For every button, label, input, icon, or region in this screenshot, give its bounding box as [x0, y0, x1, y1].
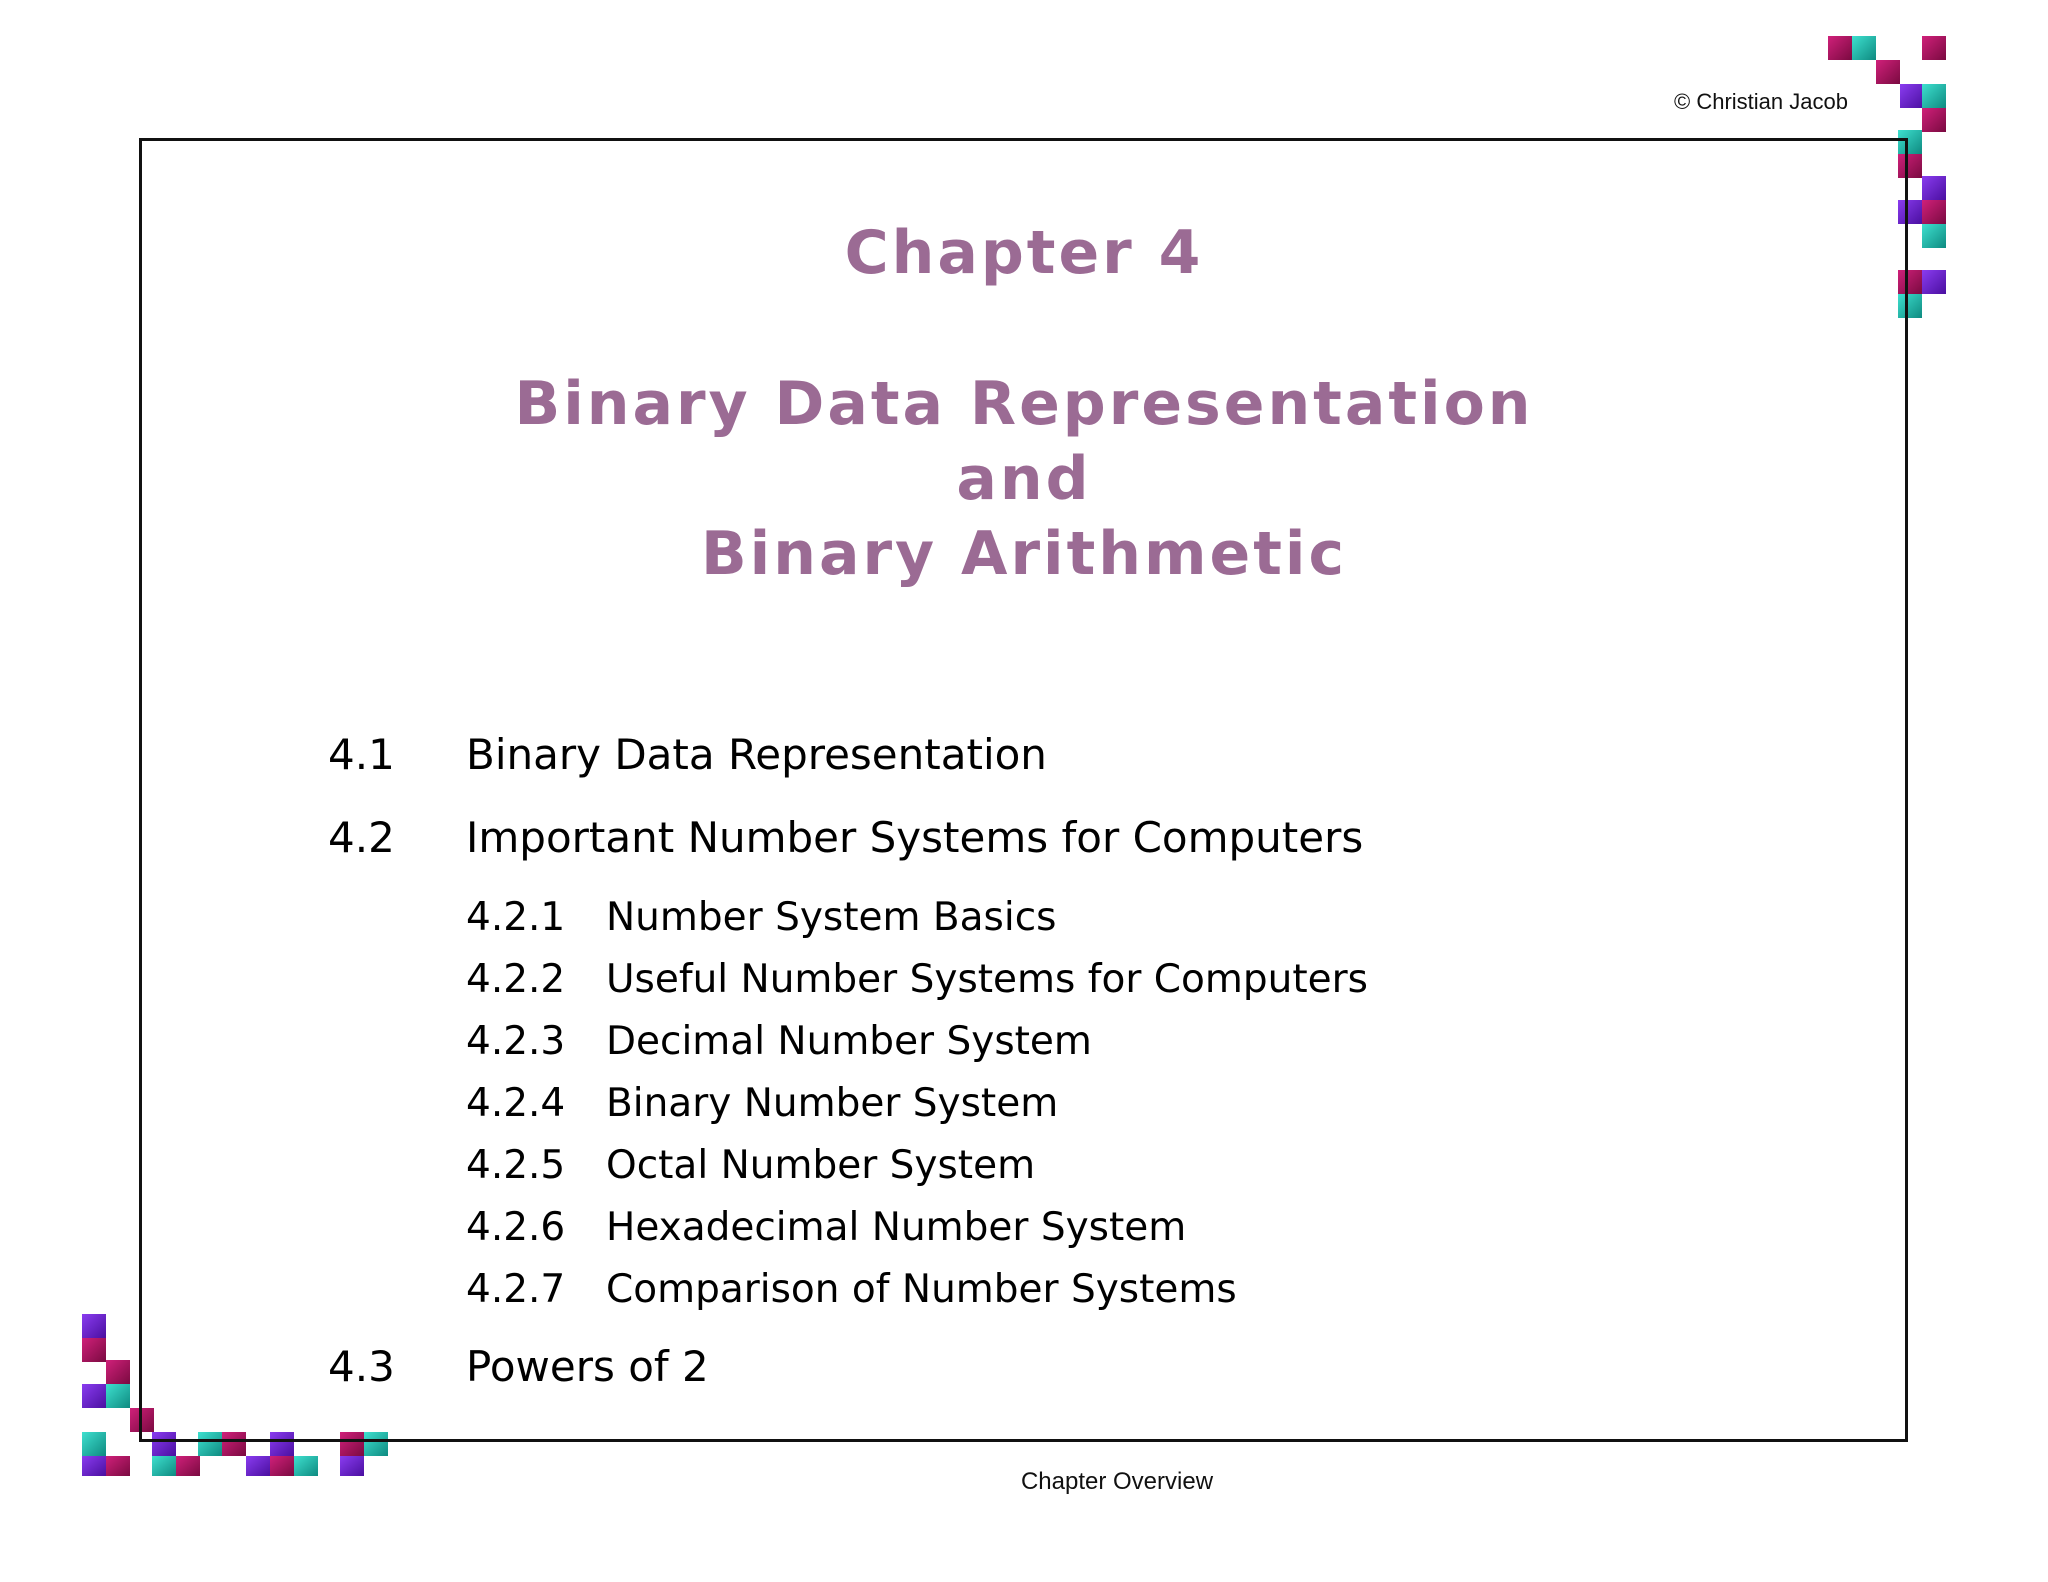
toc-title: Binary Number System [606, 1081, 1059, 1126]
title-line-2: and [956, 444, 1092, 514]
toc-number: 4.2.2 [466, 957, 566, 1002]
toc-number: 4.2.4 [466, 1081, 566, 1126]
toc-title: Number System Basics [606, 895, 1057, 940]
toc-title: Powers of 2 [466, 1342, 709, 1391]
toc-number: 4.2.1 [466, 895, 566, 940]
toc-title: Octal Number System [606, 1143, 1036, 1188]
toc-title: Useful Number Systems for Computers [606, 957, 1368, 1002]
toc-number: 4.1 [328, 730, 395, 779]
toc-number: 4.2 [328, 813, 395, 862]
toc-number: 4.2.3 [466, 1019, 566, 1064]
chapter-number: Chapter 4 [844, 218, 1204, 288]
title-line-3: Binary Arithmetic [700, 519, 1348, 589]
toc-number: 4.2.6 [466, 1205, 566, 1250]
toc-title: Comparison of Number Systems [606, 1267, 1237, 1312]
toc-title: Important Number Systems for Computers [466, 813, 1364, 862]
title-line-1: Binary Data Representation [514, 369, 1534, 439]
toc-title: Hexadecimal Number System [606, 1205, 1187, 1250]
toc-title: Binary Data Representation [466, 730, 1047, 779]
copyright-notice: © Christian Jacob [1674, 89, 1848, 114]
footer-label: Chapter Overview [1020, 1468, 1214, 1495]
toc-title: Decimal Number System [606, 1019, 1092, 1064]
toc-number: 4.2.5 [466, 1143, 566, 1188]
toc-number: 4.2.7 [466, 1267, 566, 1312]
toc-number: 4.3 [328, 1342, 395, 1391]
